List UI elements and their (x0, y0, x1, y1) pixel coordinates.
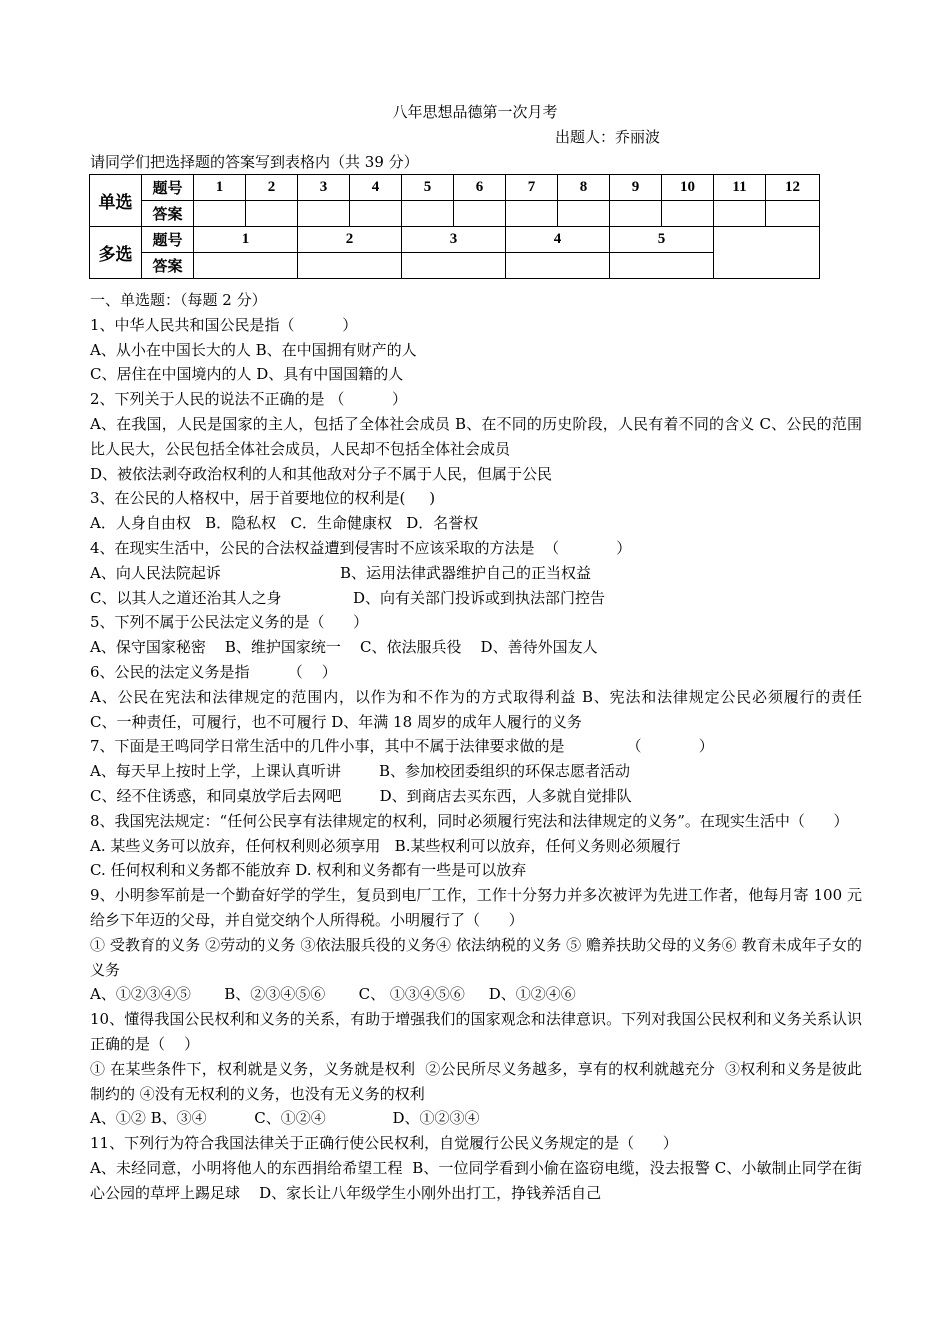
single-answer-cell-10[interactable] (662, 201, 714, 227)
single-number-cell: 5 (402, 175, 454, 201)
multi-answer-cell-1[interactable] (194, 253, 298, 279)
single-answer-cell-9[interactable] (610, 201, 662, 227)
single-number-cell: 11 (714, 175, 766, 201)
single-answer-cell-1[interactable] (194, 201, 246, 227)
multi-answer-cell-4[interactable] (506, 253, 610, 279)
question-stem: 3、在公民的人格权中，居于首要地位的权利是( ) (90, 489, 436, 508)
question-options: A、保守国家秘密 B、维护国家统一 C、依法服兵役 D、善待外国友人 (90, 638, 598, 657)
question-options: A．人身自由权 B．隐私权 C．生命健康权 D．名誉权 (90, 514, 479, 533)
table-blank-cell (714, 227, 820, 279)
question-options: C. 任何权利和义务都不能放弃 D. 权利和义务都有一些是可以放弃 (90, 861, 527, 880)
question-stem: 1、中华人民共和国公民是指（ ） (90, 315, 358, 334)
question-stem: 8、我国宪法规定：“任何公民享有法律规定的权利，同时必须履行宪法和法律规定的义务”。在现实生活中（ ） (90, 811, 849, 830)
multi-number-cell: 1 (194, 227, 298, 253)
question-stem: 10、懂得我国公民权利和义务的关系，有助于增强我们的国家观念和法律意识。下列对我国公民权利和义务关系认识正确的是（ ） (90, 1010, 862, 1053)
single-number-cell: 10 (662, 175, 714, 201)
question-stem: 6、公民的法定义务是指 （ ） (90, 662, 337, 681)
multi-number-cell: 3 (402, 227, 506, 253)
multi-choice-label: 多选 (90, 227, 142, 279)
question-stem: 9、小明参军前是一个勤奋好学的学生，复员到电厂工作，工作十分努力并多次被评为先进工作者，他每月寄 100 元给乡下年迈的父母，并自觉交纳个人所得税。小明履行了（ ） (90, 886, 862, 929)
multi-number-cell: 2 (298, 227, 402, 253)
multi-number-row (90, 227, 820, 253)
answer-table (89, 174, 820, 279)
row-label-answer: 答案 (142, 201, 194, 227)
question-statements: ① 受教育的义务 ②劳动的义务 ③依法服兵役的义务④ 依法纳税的义务 ⑤ 赡养扶助父母的义务⑥ 教育未成年子女的义务 (90, 935, 862, 979)
question-stem: 11、下列行为符合我国法律关于正确行使公民权利，自觉履行公民义务规定的是（ ） (90, 1134, 678, 1153)
single-answer-cell-7[interactable] (506, 201, 558, 227)
single-number-cell: 12 (766, 175, 820, 201)
single-answer-cell-8[interactable] (558, 201, 610, 227)
page-title: 八年思想品德第一次月考 (392, 103, 558, 121)
single-choice-label: 单选 (90, 175, 142, 227)
question-options: A、①② B、③④ C、①②④ D、①②③④ (90, 1109, 480, 1128)
single-number-cell: 7 (506, 175, 558, 201)
single-number-row (90, 175, 820, 201)
single-number-cell: 2 (246, 175, 298, 201)
single-number-cell: 8 (558, 175, 610, 201)
question-stem: 5、下列不属于公民法定义务的是（ ） (90, 613, 369, 632)
question-stem: 7、下面是王鸣同学日常生活中的几件小事，其中不属于法律要求做的是 （ ） (90, 737, 714, 756)
multi-number-cell: 4 (506, 227, 610, 253)
single-answer-cell-6[interactable] (454, 201, 506, 227)
question-options: A、未经同意，小明将他人的东西捐给希望工程 B、一位同学看到小偷在盗窃电缆，没去报警 C、小敏制止同学在街心公园的草坪上踢足球 D、家长让八年级学生小刚外出打工，挣钱养活自己 (90, 1158, 862, 1202)
question-options: A、每天早上按时上学，上课认真听讲 B、参加校团委组织的环保志愿者活动 (90, 762, 631, 781)
question-options: A、向人民法院起诉 B、运用法律武器维护自己的正当权益 (90, 563, 592, 582)
single-number-cell: 3 (298, 175, 350, 201)
question-body (90, 288, 901, 1205)
question-options: C、以其人之道还治其人之身 D、向有关部门投诉或到执法部门控告 (90, 588, 606, 607)
single-answer-cell-5[interactable] (402, 201, 454, 227)
single-number-cell: 6 (454, 175, 506, 201)
multi-answer-row (90, 253, 820, 279)
single-answer-cell-11[interactable] (714, 201, 766, 227)
author-line: 出题人：乔丽波 (555, 128, 661, 146)
single-answer-cell-2[interactable] (246, 201, 298, 227)
single-answer-cell-3[interactable] (298, 201, 350, 227)
question-options: A. 某些义务可以放弃，任何权利则必须享用 B.某些权利可以放弃，任何义务则必须履行 (90, 836, 681, 855)
row-label-number: 题号 (142, 227, 194, 253)
single-number-cell: 9 (610, 175, 662, 201)
question-options: A、从小在中国长大的人 B、在中国拥有财产的人 (90, 340, 417, 359)
single-number-cell: 1 (194, 175, 246, 201)
row-label-answer: 答案 (142, 253, 194, 279)
question-options: A、在我国，人民是国家的主人，包括了全体社会成员 B、在不同的历史阶段，人民有着不同的含义 C、公民的范围比人民大，公民包括全体社会成员，人民却不包括全体社会成员 (90, 414, 862, 458)
single-answer-row (90, 201, 820, 227)
question-options: C、居住在中国境内的人 D、具有中国国籍的人 (90, 365, 404, 384)
question-options: A、①②③④⑤ B、②③④⑤⑥ C、 ①③④⑤⑥ D、①②④⑥ (90, 985, 576, 1004)
multi-number-cell: 5 (610, 227, 714, 253)
question-options: C、经不住诱惑，和同桌放学后去网吧 D、到商店去买东西，人多就自觉排队 (90, 786, 632, 805)
question-options: A、公民在宪法和法律规定的范围内，以作为和不作为的方式取得利益 B、宪法和法律规定公民必须履行的责任 C、一种责任，可履行，也不可履行 D、年满 18 周岁的成年人履行的义务 (90, 687, 901, 731)
single-answer-cell-4[interactable] (350, 201, 402, 227)
question-stem: 2、下列关于人民的说法不正确的是 （ ） (90, 390, 407, 409)
multi-answer-cell-3[interactable] (402, 253, 506, 279)
multi-answer-cell-5[interactable] (610, 253, 714, 279)
question-stem: 4、在现实生活中，公民的合法权益遭到侵害时不应该采取的方法是 （ ） (90, 538, 632, 557)
single-answer-cell-12[interactable] (766, 201, 820, 227)
instruction-line: 请同学们把选择题的答案写到表格内（共 39 分） (90, 153, 419, 171)
single-number-cell: 4 (350, 175, 402, 201)
row-label-number: 题号 (142, 175, 194, 201)
question-statements: ① 在某些条件下，权利就是义务，义务就是权利 ②公民所尽义务越多，享有的权利就越充分 ③权利和义务是彼此制约的 ④没有无权利的义务，也没有无义务的权利 (90, 1059, 862, 1103)
question-options: D、被依法剥夺政治权利的人和其他敌对分子不属于人民，但属于公民 (90, 464, 553, 483)
section-heading: 一、单选题：（每题 2 分） (90, 291, 267, 309)
multi-answer-cell-2[interactable] (298, 253, 402, 279)
